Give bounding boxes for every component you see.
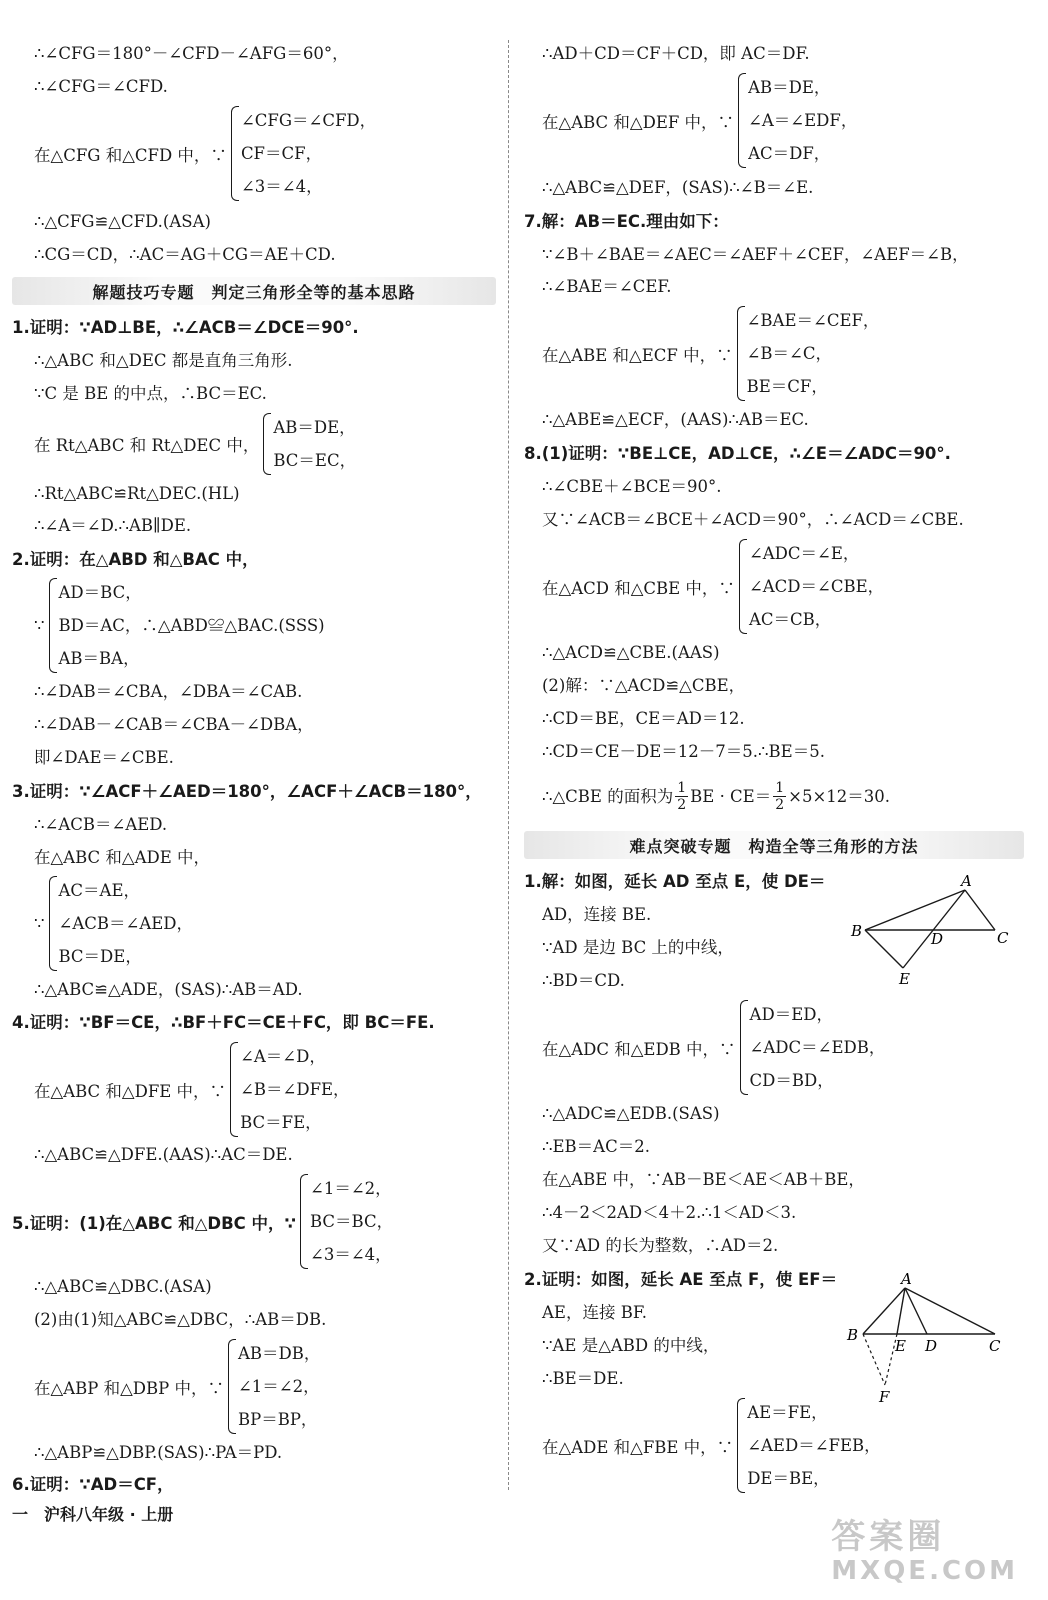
point-label: D (925, 1337, 938, 1355)
system-row: CF＝CF， (240, 144, 323, 163)
area-formula-line (542, 780, 890, 813)
system-row: AB＝BA， (58, 649, 140, 668)
equation-system (542, 71, 857, 170)
brace-icon (739, 539, 747, 634)
text-line: ∴∠DAB－∠CAB＝∠CBA－∠DBA， (34, 715, 314, 734)
text-line: 6.证明：∵AD＝CF， (12, 1475, 174, 1494)
system-row: DE＝BE， (747, 1469, 830, 1488)
text-line: ∴△ABC≌△ADE，(SAS)∴AB＝AD. (34, 980, 303, 999)
section-banner: 难点突破专题 构造全等三角形的方法 (524, 831, 1024, 859)
system-row: AB＝DB， (237, 1344, 321, 1363)
text-line: ∴CD＝BE，CE＝AD＝12. (542, 709, 745, 728)
equation-system (12, 1172, 393, 1271)
point-label: C (989, 1337, 1001, 1355)
text-line: ∴△ABE≌△ECF，(AAS)∴AB＝EC. (542, 410, 809, 429)
text-line: ∴△CFG≌△CFD.(ASA) (34, 212, 211, 231)
watermark-text: 答案圈 (831, 1517, 946, 1557)
system-row: ∠A＝∠EDF， (748, 111, 858, 130)
text-line: 2.证明：在△ABD 和△BAC 中， (12, 550, 259, 569)
system-row: AB＝DE， (748, 78, 831, 97)
system-row: AC＝AE， (58, 881, 141, 900)
text-line: ∴BD＝CD. (542, 971, 625, 990)
text-line: 在△ABE 中，∵AB－BE＜AE＜AB＋BE， (542, 1170, 865, 1189)
text-line: ∴∠CBE＋∠BCE＝90°. (542, 477, 722, 496)
triangle-figure-1 (845, 870, 1035, 990)
point-label: D (931, 930, 944, 948)
text-line: AD，连接 BE. (542, 905, 652, 924)
system-row: ∠ACD＝∠CBE， (748, 577, 885, 596)
point-label: E (895, 1337, 906, 1355)
system-row: ∠B＝∠C， (746, 344, 832, 363)
text-line: ∴△ACD≌△CBE.(AAS) (542, 643, 720, 662)
text-line: ∵C 是 BE 的中点，∴BC＝EC. (34, 384, 267, 403)
system-row: CD＝BD， (749, 1071, 834, 1090)
equation-system (542, 304, 879, 403)
point-label: A (901, 1270, 912, 1288)
text-line: 1.解：如图，延长 AD 至点 E，使 DE＝ (524, 872, 826, 891)
system-prefix: 5.证明：(1)在△ABC 和△DBC 中，∵ (12, 1213, 296, 1233)
text-line: ∴Rt△ABC≌Rt△DEC.(HL) (34, 484, 240, 503)
system-row: ∠1＝∠2， (310, 1179, 392, 1198)
point-label: F (879, 1388, 890, 1406)
text-line: 3.证明：∵∠ACF＋∠AED＝180°，∠ACF＋∠ACB＝180°， (12, 782, 482, 801)
text-line: ∴CG＝CD，∴AC＝AG＋CG＝AE＋CD. (34, 245, 336, 264)
fraction-half (773, 780, 786, 813)
brace-icon (49, 876, 57, 971)
triangle-figure-2 (845, 1270, 1035, 1410)
text-segment: ×5×12＝30. (788, 786, 891, 806)
text-line: 在△ABC 和△ADE 中， (34, 848, 211, 867)
system-prefix: 在△ABP 和△DBP 中，∵ (34, 1378, 224, 1398)
fraction-denominator: 2 (775, 797, 785, 813)
text-line: 2.证明：如图，延长 AE 至点 F，使 EF＝ (524, 1270, 838, 1289)
text-line: ∴EB＝AC＝2. (542, 1137, 650, 1156)
point-label: B (851, 922, 863, 940)
point-label: A (961, 872, 972, 890)
text-line: ∴△ABC≌△DEF，(SAS)∴∠B＝∠E. (542, 178, 814, 197)
system-prefix: 在△ADE 和△FBE 中，∵ (542, 1437, 734, 1457)
brace-icon (228, 1339, 236, 1434)
text-line: 4.证明：∵BF＝CE，∴BF＋FC＝CE＋FC，即 BC＝FE. (12, 1013, 435, 1032)
text-line: ∴∠BAE＝∠CEF. (542, 277, 672, 296)
brace-icon (231, 106, 239, 201)
brace-icon (230, 1042, 238, 1137)
equation-system (542, 998, 885, 1097)
system-prefix: ∵ (34, 914, 45, 933)
text-line: 8.(1)证明：∵BE⊥CE，AD⊥CE，∴∠E＝∠ADC＝90°. (524, 444, 951, 463)
text-line: ∴△ABC≌△DBC.(ASA) (34, 1277, 212, 1296)
equation-system (34, 411, 356, 477)
watermark-url: MXQE.COM (831, 1556, 1018, 1586)
text-line: 1.证明：∵AD⊥BE，∴∠ACB＝∠DCE＝90°. (12, 318, 359, 337)
brace-icon (263, 413, 271, 475)
text-line: ∴4－2＜2AD＜4＋2.∴1＜AD＜3. (542, 1203, 797, 1222)
section-banner: 解题技巧专题 判定三角形全等的基本思路 (12, 277, 496, 305)
system-row: AE＝FE， (747, 1403, 828, 1422)
equation-system (542, 1396, 881, 1495)
system-prefix: 在△CFG 和△CFD 中，∵ (34, 145, 227, 165)
system-prefix: 在△ACD 和△CBE 中，∵ (542, 578, 735, 598)
equation-system (34, 104, 376, 203)
system-row: ∠ADC＝∠E， (748, 544, 860, 563)
system-prefix: ∵ (34, 616, 45, 635)
system-row: ∠A＝∠D， (240, 1047, 326, 1066)
system-row: ∠B＝∠DFE， (240, 1080, 350, 1099)
system-row: ∠BAE＝∠CEF， (746, 311, 880, 330)
system-row: AD＝BC， (58, 583, 142, 602)
brace-icon (737, 306, 745, 401)
system-row: BP＝BP， (237, 1410, 318, 1429)
text-line: ∴∠A＝∠D.∴AB∥DE. (34, 516, 192, 535)
system-row: ∠3＝∠4， (240, 177, 323, 196)
system-row: BC＝FE， (240, 1113, 322, 1132)
system-prefix: 在△ADC 和△EDB 中，∵ (542, 1039, 736, 1059)
text-line: ∴∠CFG＝∠CFD. (34, 77, 168, 96)
equation-system (34, 576, 325, 675)
system-row: AD＝ED， (749, 1005, 833, 1024)
system-row: AC＝DF， (748, 144, 831, 163)
system-row: ∠3＝∠4， (310, 1245, 392, 1264)
text-segment: BE · CE＝ (690, 786, 772, 806)
point-label: E (899, 970, 910, 988)
text-line: ∵AD 是边 BC 上的中线， (542, 938, 734, 957)
text-line: 又∵∠ACB＝∠BCE＋∠ACD＝90°，∴∠ACD＝∠CBE. (542, 510, 964, 529)
text-line: (2)解：∵△ACD≌△CBE， (542, 676, 746, 695)
text-line: ∴△ABP≌△DBP.(SAS)∴PA＝PD. (34, 1443, 283, 1462)
equation-system (34, 1337, 320, 1436)
fraction-numerator: 1 (677, 780, 687, 796)
text-line: 7.解：AB＝EC.理由如下： (524, 212, 729, 231)
system-prefix: 在△ABC 和△DFE 中，∵ (34, 1081, 227, 1101)
system-row: ∠1＝∠2， (237, 1377, 320, 1396)
text-line: ∴AD＋CD＝CF＋CD，即 AC＝DF. (542, 44, 810, 63)
text-line: ∴BE＝DE. (542, 1369, 624, 1388)
watermark-logo (831, 1518, 1018, 1586)
system-prefix: 在 Rt△ABC 和 Rt△DEC 中， (34, 436, 260, 455)
text-line: ∴∠DAB＝∠CBA，∠DBA＝∠CAB. (34, 682, 303, 701)
system-row: BD＝AC，∴△ABD≌△BAC.(SSS) (58, 616, 325, 635)
system-row: BC＝DE， (58, 947, 142, 966)
column-divider (508, 40, 509, 1490)
brace-icon (300, 1174, 308, 1269)
fraction-denominator: 2 (677, 797, 687, 813)
text-line: 即∠DAE＝∠CBE. (34, 748, 174, 767)
system-row: AC＝CB， (748, 610, 832, 629)
system-prefix: 在△ABE 和△ECF 中，∵ (542, 345, 733, 365)
point-label: C (997, 929, 1009, 947)
text-line: ∵∠B＋∠BAE＝∠AEC＝∠AEF＋∠CEF，∠AEF＝∠B， (542, 245, 969, 264)
equation-system (34, 1040, 350, 1139)
brace-icon (737, 1398, 745, 1493)
system-row: ∠ACB＝∠AED， (58, 914, 194, 933)
equation-system (542, 537, 884, 636)
fraction-half (675, 780, 688, 813)
system-row: ∠ADC＝∠EDB， (749, 1038, 886, 1057)
brace-icon (49, 578, 57, 673)
system-prefix: 在△ABC 和△DEF 中，∵ (542, 112, 735, 132)
text-line: ∴△ADC≌△EDB.(SAS) (542, 1104, 720, 1123)
page-footer: 一 沪科八年级 · 上册 (12, 1505, 174, 1524)
text-segment: ∴△CBE 的面积为 (542, 786, 674, 806)
system-row: AB＝DE， (273, 418, 356, 437)
system-row: BC＝BC， (310, 1212, 394, 1231)
text-line: ∴△ABC≌△DFE.(AAS)∴AC＝DE. (34, 1145, 293, 1164)
text-line: ∴△ABC 和△DEC 都是直角三角形. (34, 351, 293, 370)
text-line: (2)由(1)知△ABC≌△DBC，∴AB＝DB. (34, 1310, 327, 1329)
equation-system (34, 874, 193, 973)
text-line: AE，连接 BF. (542, 1303, 647, 1322)
brace-icon (738, 73, 746, 168)
text-line: ∴∠ACB＝∠AED. (34, 815, 168, 834)
text-line: 又∵AD 的长为整数，∴AD＝2. (542, 1236, 779, 1255)
system-row: BC＝EC， (273, 451, 357, 470)
text-line: ∴CD＝CE－DE＝12－7＝5.∴BE＝5. (542, 742, 825, 761)
system-row: BE＝CF， (746, 377, 828, 396)
system-row: ∠AED＝∠FEB， (747, 1436, 881, 1455)
point-label: B (847, 1326, 859, 1344)
text-line: ∴∠CFG＝180°－∠CFD－∠AFG＝60°， (34, 44, 349, 63)
brace-icon (740, 1000, 748, 1095)
system-row: ∠CFG＝∠CFD， (240, 111, 377, 130)
text-line: ∵AE 是△ABD 的中线， (542, 1336, 720, 1355)
fraction-numerator: 1 (775, 780, 785, 796)
